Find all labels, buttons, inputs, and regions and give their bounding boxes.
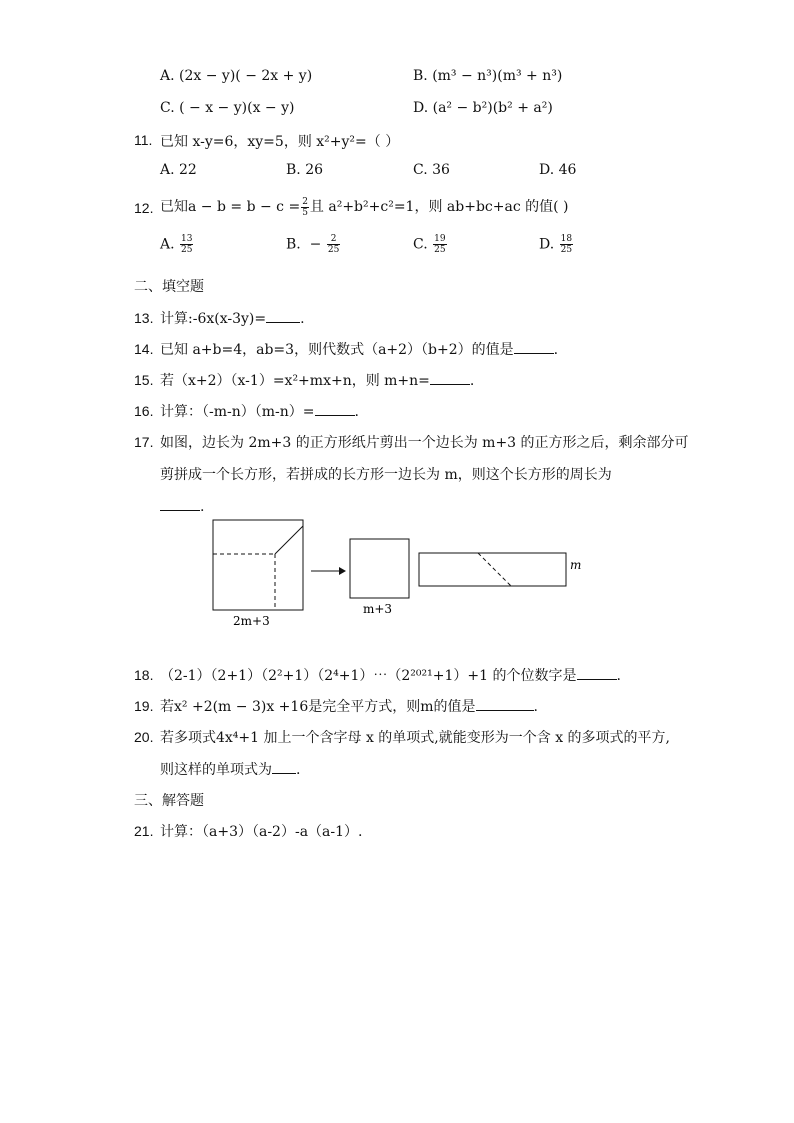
q17-answer-line (160, 496, 204, 515)
frac-bottom: 25 (560, 245, 573, 255)
q16-answer-blank[interactable] (315, 401, 355, 416)
q20-line2 (160, 759, 300, 779)
frac-top: 18 (560, 234, 573, 244)
q12-option-b-sign: − (309, 236, 322, 253)
q11-option-b: B. 26 (286, 162, 324, 178)
q16-text (160, 401, 359, 421)
cut-line-diagonal (275, 526, 303, 554)
q21-number: 21. (134, 823, 154, 839)
q16-tail: . (354, 404, 359, 420)
q12-option-c-fraction (433, 234, 446, 255)
q12-stem-post: 且 a²+b²+c²=1，则 ab+bc+ac 的值( ) (309, 199, 569, 215)
q13-number: 13. (134, 310, 154, 326)
q13-tail: . (300, 311, 305, 327)
q12-stem-fraction (301, 197, 309, 218)
q16-number: 16. (134, 403, 154, 419)
q14-answer-blank[interactable] (514, 339, 554, 354)
q13-text (160, 308, 305, 328)
q12-option-b-label: B. (286, 236, 301, 253)
q12-stem-frac-bottom: 5 (302, 207, 308, 218)
frac-bottom: 25 (434, 245, 446, 255)
q19-answer-blank[interactable] (476, 696, 534, 711)
q10-option-b: B. (m³ − n³)(m³ + n³) (413, 68, 563, 84)
q17-figure (205, 512, 595, 637)
frac-top: 19 (434, 234, 446, 244)
q20-stem: 则这样的单项式为 (160, 762, 272, 778)
q20-tail: . (296, 762, 301, 778)
q11-option-a: A. 22 (160, 162, 197, 178)
frac-top: 2 (327, 234, 340, 245)
q13-answer-blank[interactable] (266, 308, 300, 323)
result-rectangle (419, 553, 566, 586)
arrow-head-icon (339, 567, 346, 575)
q12-option-c-label: C. (413, 236, 428, 253)
q12-option-b (286, 234, 341, 255)
q11-number: 11. (134, 132, 153, 148)
rectangle-side-label: m (570, 558, 582, 572)
q12-option-c (413, 234, 448, 255)
q12-stem-frac-top: 2 (302, 196, 308, 207)
q19-text (160, 696, 538, 716)
q14-tail: . (553, 342, 559, 358)
q19-tail: . (533, 699, 538, 715)
frac-bottom: 25 (181, 245, 193, 255)
q12-option-d-label: D. (539, 236, 555, 253)
q12-option-a (160, 234, 194, 255)
small-square (350, 539, 409, 598)
q12-option-a-fraction (180, 234, 193, 255)
q11-option-c: C. 36 (413, 162, 450, 178)
q19-stem: 若x² +2(m − 3)x +16是完全平方式，则m的值是 (160, 699, 476, 715)
q18-stem: （2-1）（2+1）（2²+1）（2⁴+1）⋯（2²⁰²¹+1）+1 的个位数字是 (160, 668, 577, 684)
q12-stem-pre: 已知a − b = b − c = (160, 199, 301, 215)
q10-option-d: D. (a² − b²)(b² + a²) (413, 100, 553, 116)
q10-option-c: C. ( − x − y)(x − y) (160, 100, 295, 116)
section-fill-in-blank-heading: 二、填空题 (134, 279, 204, 295)
q10-option-a: A. (2x − y)( − 2x + y) (160, 68, 313, 84)
q17-tail: . (200, 499, 205, 515)
q15-text (160, 370, 474, 390)
q12-option-d-fraction (560, 234, 573, 255)
frac-top: 13 (181, 234, 193, 244)
q14-stem: 已知 a+b=4，ab=3，则代数式（a+2）（b+2）的值是 (160, 342, 514, 358)
q12-option-d (539, 234, 574, 255)
q11-stem: 已知 x-y=6，xy=5，则 x²+y²=（ ） (160, 134, 400, 150)
q15-stem: 若（x+2）（x-1）=x²+mx+n，则 m+n= (160, 373, 430, 389)
frac-bottom: 25 (327, 245, 340, 255)
q14-number: 14. (134, 341, 154, 357)
q18-number: 18. (134, 667, 154, 683)
q13-stem: 计算:-6x(x-3y)= (160, 311, 267, 327)
q17-answer-blank[interactable] (160, 496, 200, 511)
section-answer-heading: 三、解答题 (134, 793, 204, 809)
q14-text (160, 339, 558, 359)
q20-line1: 若多项式4x⁴+1 加上一个含字母 x 的单项式,就能变形为一个含 x 的多项式的平方, (160, 730, 670, 746)
q19-number: 19. (134, 698, 154, 714)
q17-line1: 如图，边长为 2m+3 的正方形纸片剪出一个边长为 m+3 的正方形之后，剩余部分可 (160, 435, 689, 451)
q16-stem: 计算：（-m-n）（m-n）= (160, 404, 315, 420)
q12-option-a-label: A. (160, 236, 175, 253)
q20-number: 20. (134, 729, 154, 745)
q21-text: 计算：（a+3）（a-2）-a（a-1）. (160, 824, 363, 840)
q12-option-b-fraction (327, 234, 340, 255)
q12-stem (160, 196, 569, 218)
rectangle-seam (478, 553, 511, 586)
q18-text (160, 665, 621, 685)
q18-answer-blank[interactable] (577, 665, 617, 680)
q18-tail: . (616, 668, 621, 684)
q12-number: 12. (134, 200, 154, 216)
q15-answer-blank[interactable] (430, 370, 470, 385)
q20-answer-blank[interactable] (272, 759, 296, 774)
big-square (213, 520, 303, 610)
big-square-label: 2m+3 (233, 614, 270, 628)
q11-option-d: D. 46 (539, 162, 577, 178)
q15-number: 15. (134, 372, 154, 388)
small-square-label: m+3 (363, 602, 393, 616)
q17-line2: 剪拼成一个长方形，若拼成的长方形一边长为 m，则这个长方形的周长为 (160, 467, 612, 483)
q17-number: 17. (134, 434, 154, 450)
q15-tail: . (469, 373, 475, 389)
